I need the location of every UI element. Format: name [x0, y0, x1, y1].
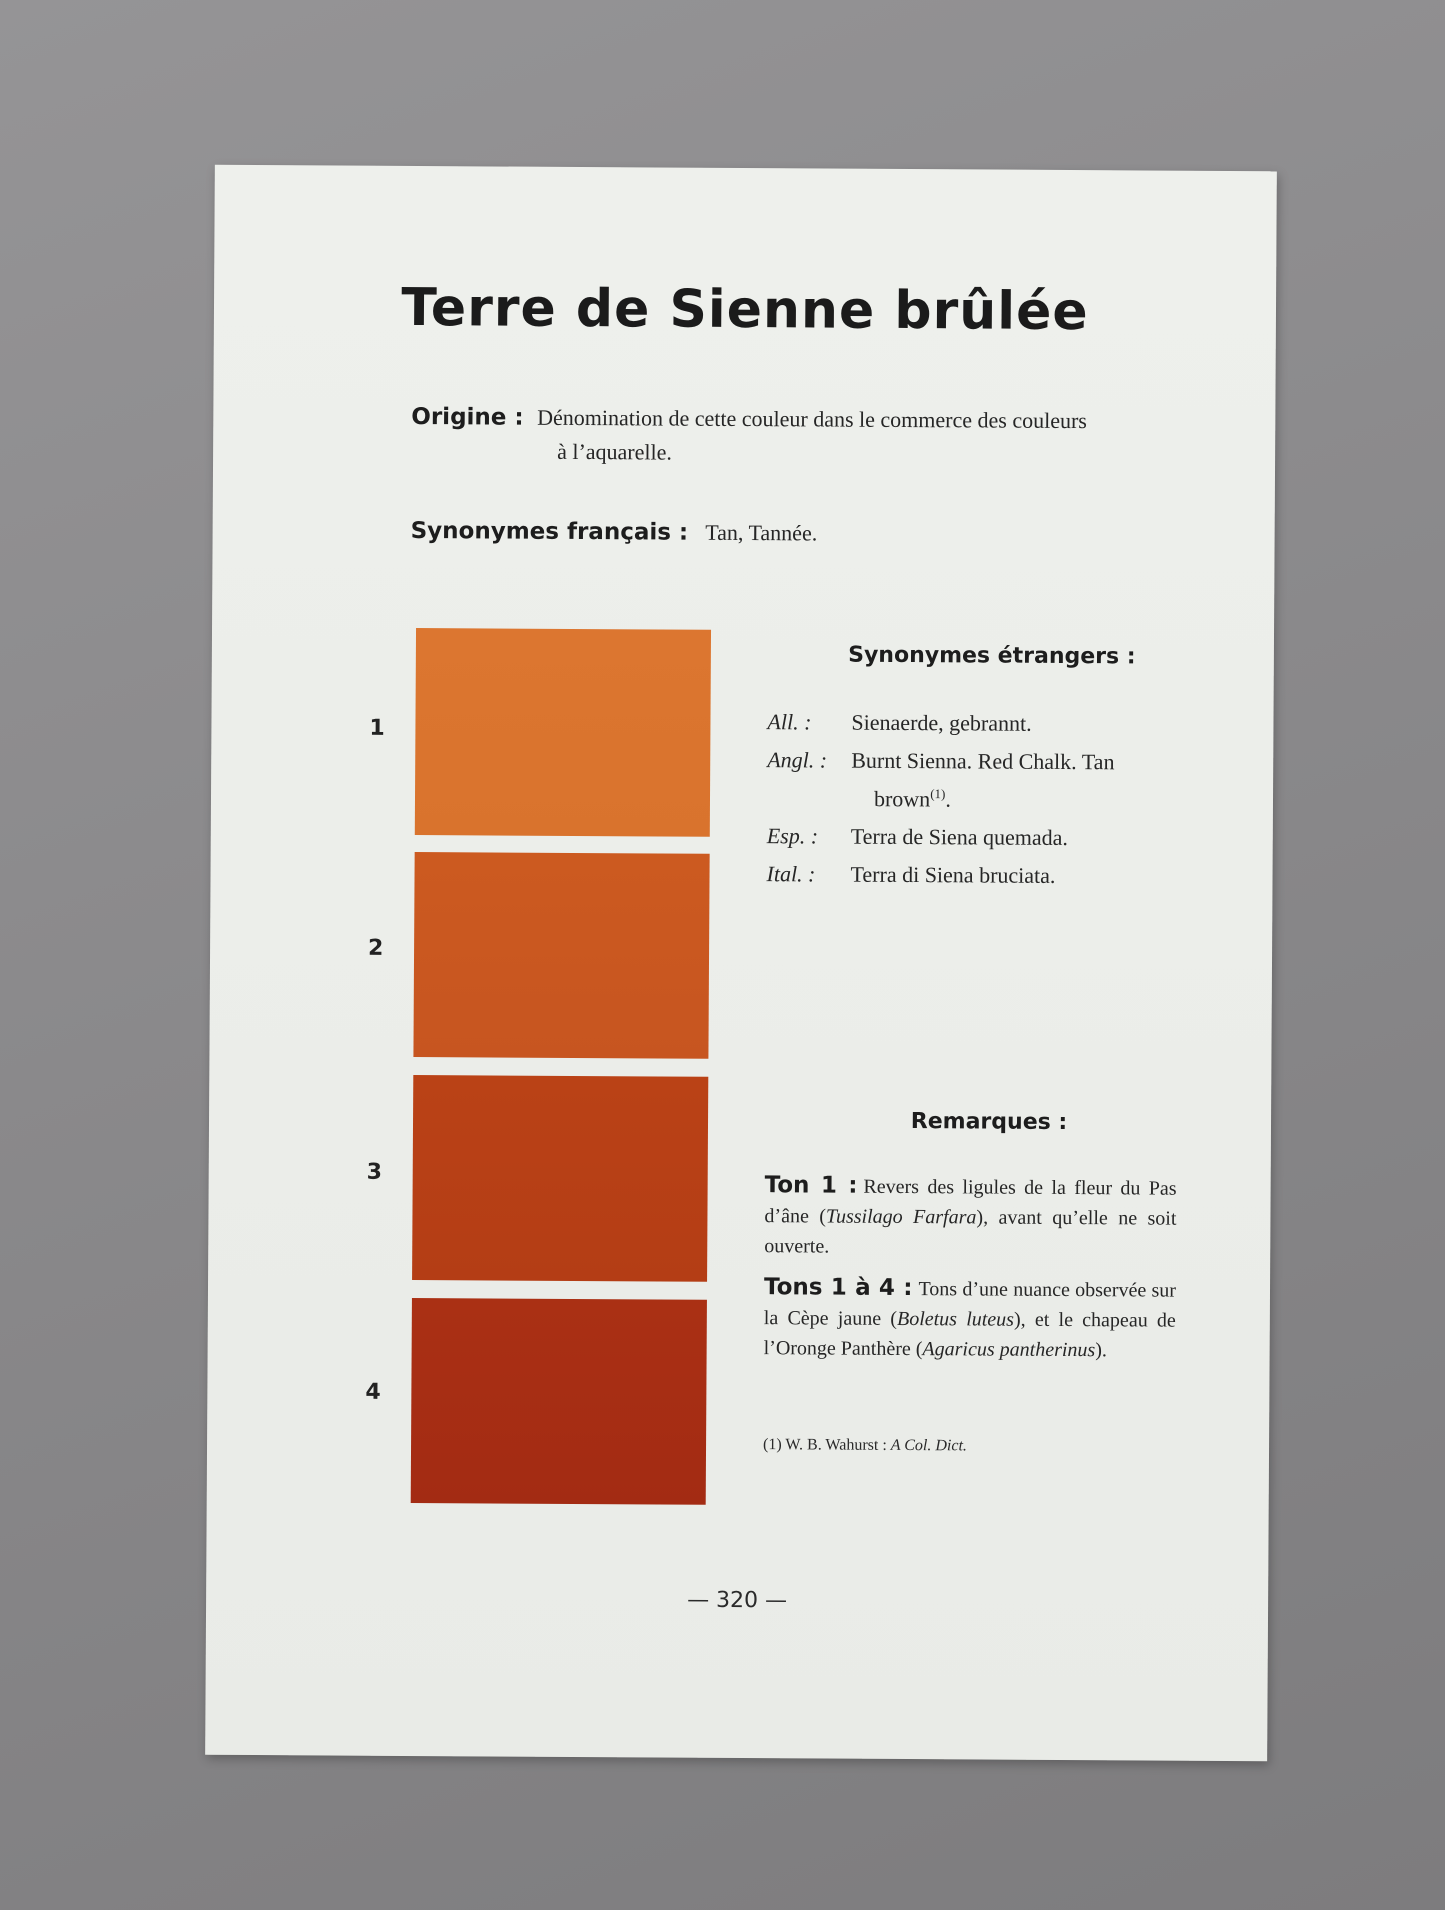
- color-swatch-2: [413, 852, 709, 1059]
- synonym-abbr: Angl. :: [767, 747, 828, 773]
- origine-text-line2: à l’aquarelle.: [557, 438, 673, 465]
- ton-1-text-b: ), avant qu’elle ne soit ouverte.: [764, 1206, 1177, 1258]
- synonym-text-continued: [767, 778, 1207, 816]
- origine-label: Origine :: [411, 403, 524, 431]
- tons-1-4-label: Tons 1 à 4 :: [763, 1274, 913, 1302]
- synonymes-etrangers-heading: Synonymes étrangers :: [848, 642, 1136, 670]
- synonym-anglais: [767, 742, 1207, 816]
- synonym-italien: [766, 856, 1206, 895]
- synonym-text-end: .: [945, 786, 951, 812]
- footnote-ref-text: (1) W. B. Wahurst :: [763, 1436, 887, 1454]
- footnote: [763, 1436, 967, 1455]
- synonym-text-2: brown: [873, 786, 931, 812]
- synonymes-francais-label: Synonymes français :: [410, 517, 689, 546]
- swatch-number-1: 1: [369, 715, 385, 741]
- page-number: — 320 —: [687, 1587, 788, 1614]
- swatch-number-2: 2: [368, 935, 384, 961]
- ton-1-label: Ton 1 :: [764, 1172, 858, 1199]
- synonymes-francais: [411, 518, 1211, 549]
- synonym-abbr: Esp. :: [766, 823, 819, 849]
- swatch-number-4: 4: [365, 1379, 381, 1405]
- synonym-abbr: Ital. :: [766, 861, 816, 887]
- ton-1-species: Tussilago Farfara: [825, 1205, 977, 1229]
- remarque-ton-1: [764, 1170, 1177, 1264]
- ton-1-text-a: Revers des ligules de la fleur du Pas d’âne (: [764, 1175, 1177, 1228]
- tons-1-4-species-1: Boletus luteus: [896, 1307, 1015, 1331]
- synonym-text: Terra de Siena quemada.: [850, 823, 1068, 850]
- origine-text-line1: Dénomination de cette couleur dans le commerce des couleurs: [537, 404, 1088, 434]
- tons-1-4-text-c: ).: [1095, 1339, 1107, 1362]
- color-swatch-4: [411, 1298, 707, 1505]
- color-swatch-3: [412, 1075, 708, 1282]
- tons-1-4-species-2: Agaricus pantherinus: [922, 1338, 1096, 1362]
- printed-page: [205, 165, 1277, 1761]
- origine-section: [411, 400, 1211, 473]
- synonym-text: Sienaerde, gebrannt.: [851, 709, 1032, 736]
- tons-1-4-text-b: ), et le chapeau de l’Oronge Panthère (: [763, 1308, 1176, 1361]
- color-swatch-1: [415, 628, 711, 837]
- synonym-text: Terra di Siena bruciata.: [850, 861, 1056, 888]
- synonymes-francais-text: Tan, Tannée.: [705, 519, 818, 546]
- synonym-text: Burnt Sienna. Red Chalk. Tan: [851, 747, 1115, 775]
- synonym-abbr: All. :: [767, 709, 812, 735]
- remarque-tons-1-a-4: [764, 1272, 1177, 1366]
- synonym-allemand: [767, 704, 1207, 743]
- swatch-number-3: 3: [366, 1159, 383, 1185]
- footnote-ref: (1): [930, 786, 946, 802]
- remarques-heading: Remarques :: [910, 1109, 1068, 1135]
- page-title: Terre de Sienne brûlée: [401, 277, 1089, 343]
- synonym-espagnol: [767, 818, 1207, 857]
- tons-1-4-text-a: Tons d’une nuance observée sur la Cèpe jaune (: [763, 1278, 1177, 1330]
- footnote-source: A Col. Dict.: [890, 1436, 968, 1455]
